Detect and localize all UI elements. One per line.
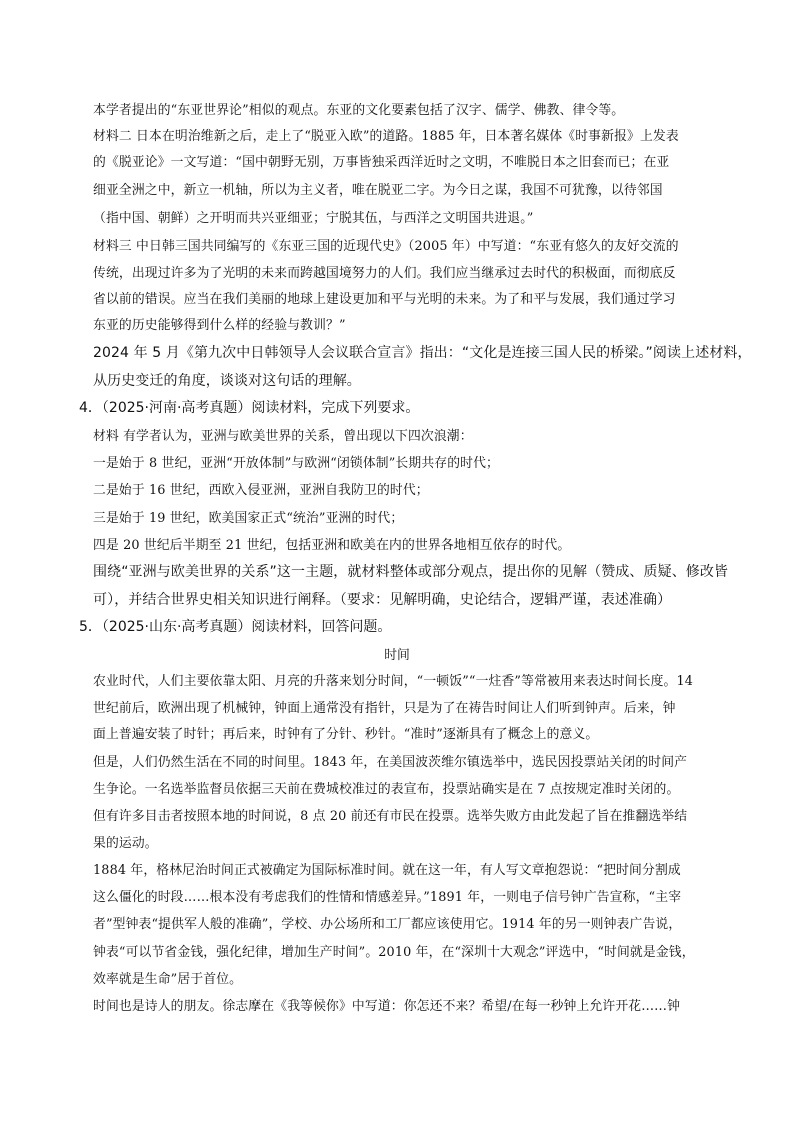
material-text-line: 本学者提出的“东亚世界论”相似的观点。东亚的文化要素包括了汉字、儒学、佛教、律令等。: [93, 103, 625, 118]
question-5-passage-line: 果的运动。: [93, 836, 158, 851]
question-5-passage-line: 效率就是生命”居于首位。: [93, 972, 243, 987]
task-4-line: 围绕“亚洲与欧美世界的关系”这一主题，就材料整体或部分观点，提出你的见解（赞成、质疑、修改皆: [93, 564, 729, 580]
question-5-passage-line: 1884 年，格林尼治时间正式被确定为国际标准时间。就在这一年，有人写文章抱怨说：“把时间分割成: [93, 863, 681, 878]
question-5-passage-line: 钟表“可以节省金钱，强化纪律，增加生产时间”。2010 年，在“深圳十大观念”评选中，“时间就是金钱，: [93, 945, 695, 960]
question-5-passage-line: 面上普遍安装了时针；再后来，时钟有了分针、秒针。“准时”逐渐具有了概念上的意义。: [93, 727, 599, 742]
question-5-header: 5．（2025·山东·高考真题）阅读材料，回答问题。: [79, 619, 392, 635]
question-5-passage-line: 但有许多目击者按照本地的时间说，8 点 20 前还有市民在投票。选举失败方由此发起了旨在推翻选举结: [93, 809, 688, 824]
question-4-header: 4．（2025·河南·高考真题）阅读材料，完成下列要求。: [79, 400, 420, 416]
question-4-material-line: 一是始于 8 世纪，亚洲“开放体制”与欧洲“闭锁体制”长期共存的时代；: [93, 456, 500, 471]
task-4-line: 可），并结合世界史相关知识进行阐释。（要求：见解明确，史论结合，逻辑严谨，表述准确）: [93, 592, 672, 608]
material-2-line: 的《脱亚论》一文写道：“国中朝野无别，万事皆独采西洋近时之文明，不唯脱日本之旧套而已；在亚: [93, 155, 670, 170]
question-5-passage-line: 生争论。一名选举监督员依据三天前在费城校准过的表宣布，投票站确实是在 7 点按规定准时关闭的。: [93, 782, 680, 797]
task-3-line: 从历史变迁的角度，谈谈对这句话的理解。: [93, 373, 361, 389]
material-2-line: （指中国、朝鲜）之开明而共兴亚细亚；宁脱其伍，与西洋之文明国共进退。”: [93, 211, 534, 226]
material-2-line: 材料二 日本在明治维新之后，走上了“脱亚入欧”的道路。1885 年，日本著名媒体《时事新报》上发表: [93, 129, 679, 144]
material-2-line: 细亚全洲之中，新立一机轴，所以为主义者，唯在脱亚二字。为今日之谋，我国不可犹豫，以待邻国: [93, 183, 663, 198]
question-5-passage-line: 但是，人们仍然生活在不同的时间里。1843 年，在美国波茨维尔镇选举中，选民因投票站关闭的时间产: [93, 755, 688, 770]
question-4-material-line: 四是 20 世纪后半期至 21 世纪，包括亚洲和欧美在内的世界各地相互依存的时代。: [93, 538, 571, 553]
question-5-passage-title: 时间: [384, 648, 410, 663]
question-4-material-line: 材料 有学者认为，亚洲与欧美世界的关系，曾出现以下四次浪潮：: [93, 429, 473, 444]
material-3-line: 材料三 中日韩三国共同编写的《东亚三国的近现代史》（2005 年）中写道：“东亚有悠久的友好交流的: [93, 239, 679, 254]
question-5-passage-line: 农业时代，人们主要依靠太阳、月亮的升落来划分时间，“一顿饭”“一炷香”等常被用来表达时间长度。14: [93, 674, 694, 689]
question-5-passage-line: 世纪前后，欧洲出现了机械钟，钟面上通常没有指针，只是为了在祷告时间让人们听到钟声。后来，钟: [93, 701, 676, 716]
material-3-line: 省以前的错误。应当在我们美丽的地球上建设更加和平与光明的未来。为了和平与发展，我们通过学习: [93, 292, 676, 307]
task-3-line: 2024 年 5 月《第九次中日韩领导人会议联合宣言》指出：“文化是连接三国人民的桥梁。”阅读上述材料，: [93, 345, 752, 361]
question-4-material-line: 二是始于 16 世纪，西欧入侵亚洲，亚洲自我防卫的时代；: [93, 483, 429, 498]
question-5-passage-line: 者”型钟表“提供军人般的准确”，学校、办公场所和工厂都应该使用它。1914 年的另一则钟表广告说，: [93, 917, 682, 932]
question-5-passage-line: 时间也是诗人的朋友。徐志摩在《我等候你》中写道：你怎还不来？希望/在每一秒钟上允许开花……钟: [93, 999, 681, 1014]
material-3-line: 传统，出现过许多为了光明的未来而跨越国境努力的人们。我们应当继承过去时代的积极面，而彻底反: [93, 266, 676, 281]
question-5-passage-line: 这么僵化的时段……根本没有考虑我们的性情和情感差异。”1891 年，一则电子信号钟广告宣称，“主宰: [93, 890, 682, 905]
material-3-line: 东亚的历史能够得到什么样的经验与教训？”: [93, 318, 346, 333]
question-4-material-line: 三是始于 19 世纪，欧美国家正式“统治”亚洲的时代；: [93, 511, 404, 526]
